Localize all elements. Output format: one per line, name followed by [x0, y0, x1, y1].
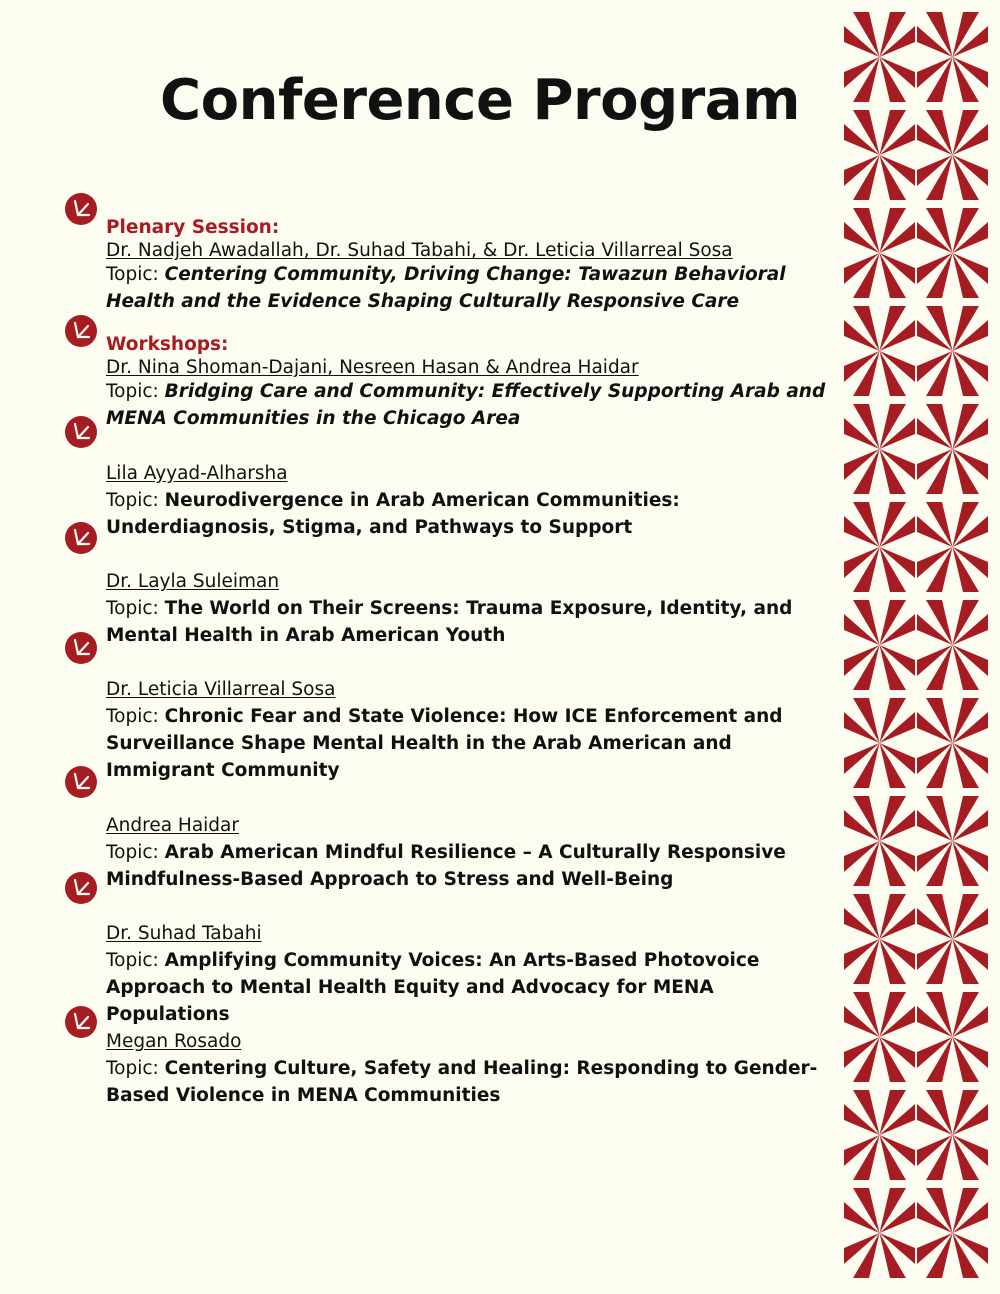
- session-topic: [106, 703, 826, 784]
- session-workshop-5: [106, 812, 826, 893]
- session-topic: [106, 378, 826, 432]
- topic-title: Chronic Fear and State Violence: How ICE Enforcement and Surveillance Shape Mental Health in the Arab American and Immigrant Community: [106, 706, 783, 781]
- pin-arrow-icon: [65, 632, 97, 664]
- session-workshop-7: [106, 1028, 826, 1109]
- decorative-border-pattern: [843, 8, 989, 1284]
- topic-label: Topic:: [106, 598, 159, 619]
- topic-title: Bridging Care and Community: Effectively Supporting Arab and MENA Communities in the Chicago Area: [106, 381, 826, 429]
- session-workshop-6: [106, 920, 826, 1028]
- pin-arrow-icon: [65, 315, 97, 347]
- topic-label: Topic:: [106, 490, 159, 511]
- speaker-names: Dr. Layla Suleiman: [106, 571, 280, 592]
- topic-title: Neurodivergence in Arab American Communities: Underdiagnosis, Stigma, and Pathways to Support: [106, 490, 680, 538]
- speaker-names: Dr. Nina Shoman-Dajani, Nesreen Hasan & Andrea Haidar: [106, 357, 639, 378]
- session-topic: [106, 839, 826, 893]
- topic-title: Centering Community, Driving Change: Tawazun Behavioral Health and the Evidence Shaping Culturally Responsive Care: [106, 264, 786, 312]
- speaker-names: Dr. Leticia Villarreal Sosa: [106, 679, 336, 700]
- speaker-names: Dr. Nadjeh Awadallah, Dr. Suhad Tabahi, & Dr. Leticia Villarreal Sosa: [106, 240, 733, 261]
- topic-label: Topic:: [106, 381, 159, 402]
- pin-arrow-icon: [65, 766, 97, 798]
- session-topic: [106, 595, 826, 649]
- speaker-names: Lila Ayyad-Alharsha: [106, 463, 288, 484]
- speaker-names: Dr. Suhad Tabahi: [106, 923, 262, 944]
- pin-arrow-icon: [65, 1006, 97, 1038]
- topic-title: Centering Culture, Safety and Healing: Responding to Gender-Based Violence in MENA Communities: [106, 1058, 818, 1106]
- section-heading-workshops: Workshops:: [106, 334, 229, 355]
- speaker-names: Megan Rosado: [106, 1031, 242, 1052]
- session-workshop-2: [106, 460, 826, 541]
- topic-title: Arab American Mindful Resilience – A Culturally Responsive Mindfulness-Based Approach to Stress and Well-Being: [106, 842, 786, 890]
- topic-title: The World on Their Screens: Trauma Exposure, Identity, and Mental Health in Arab American Youth: [106, 598, 793, 646]
- page-title: Conference Program: [160, 68, 800, 133]
- session-workshop-4: [106, 676, 826, 784]
- session-topic: [106, 947, 826, 1028]
- topic-label: Topic:: [106, 842, 159, 863]
- session-workshop-3: [106, 568, 826, 649]
- session-workshop-1: [106, 331, 826, 432]
- topic-title: Amplifying Community Voices: An Arts-Based Photovoice Approach to Mental Health Equity and Advocacy for MENA Populations: [106, 950, 760, 1025]
- topic-label: Topic:: [106, 1058, 159, 1079]
- session-topic: [106, 261, 826, 315]
- pin-arrow-icon: [65, 872, 97, 904]
- session-topic: [106, 1055, 826, 1109]
- topic-label: Topic:: [106, 950, 159, 971]
- section-heading-plenary: Plenary Session:: [106, 217, 280, 238]
- speaker-names: Andrea Haidar: [106, 815, 239, 836]
- session-topic: [106, 487, 826, 541]
- topic-label: Topic:: [106, 706, 159, 727]
- pin-arrow-icon: [65, 416, 97, 448]
- topic-label: Topic:: [106, 264, 159, 285]
- pin-arrow-icon: [65, 193, 97, 225]
- pin-arrow-icon: [65, 522, 97, 554]
- session-plenary: [106, 214, 826, 315]
